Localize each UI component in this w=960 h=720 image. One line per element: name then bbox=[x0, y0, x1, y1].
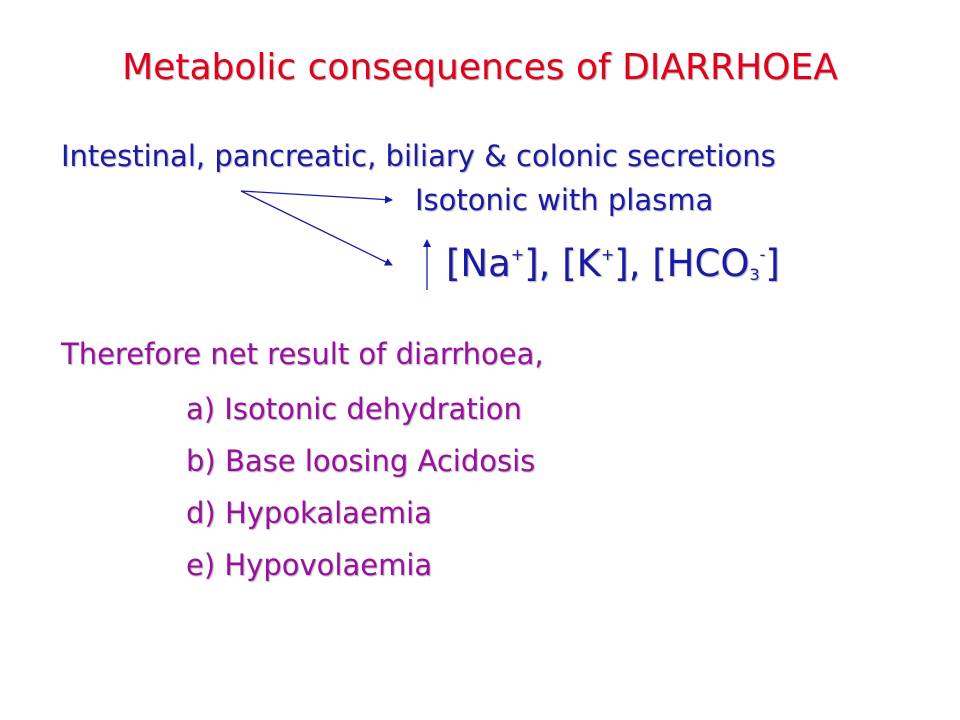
ion-na-charge: + bbox=[510, 245, 525, 264]
therefore-text: Therefore net result of diarrhoea, bbox=[61, 337, 544, 371]
slide-title: Metabolic consequences of DIARRHOEA bbox=[122, 47, 838, 88]
result-item-hypokalaemia: d) Hypokalaemia bbox=[186, 496, 432, 530]
result-item-acidosis: b) Base loosing Acidosis bbox=[186, 444, 536, 478]
ion-hco-subscript: 3 bbox=[749, 265, 760, 284]
secretions-text: Intestinal, pancreatic, biliary & colonic secretions bbox=[61, 139, 776, 173]
arrow-to-ions-icon bbox=[241, 191, 392, 265]
result-item-hypovolaemia: e) Hypovolaemia bbox=[186, 548, 433, 582]
ion-hco-charge: - bbox=[759, 245, 766, 264]
result-item-isotonic-dehydration: a) Isotonic dehydration bbox=[186, 392, 522, 426]
ion-list bbox=[446, 240, 780, 288]
arrow-to-isotonic-icon bbox=[241, 191, 392, 200]
ion-na: [Na bbox=[446, 242, 511, 285]
isotonic-text: Isotonic with plasma bbox=[415, 183, 714, 217]
ion-close-bracket: ] bbox=[765, 242, 780, 285]
ion-k: ], [K bbox=[524, 242, 601, 285]
ion-hco: ], [HCO bbox=[614, 242, 750, 285]
result-list bbox=[186, 389, 535, 597]
ion-k-charge: + bbox=[600, 245, 615, 264]
